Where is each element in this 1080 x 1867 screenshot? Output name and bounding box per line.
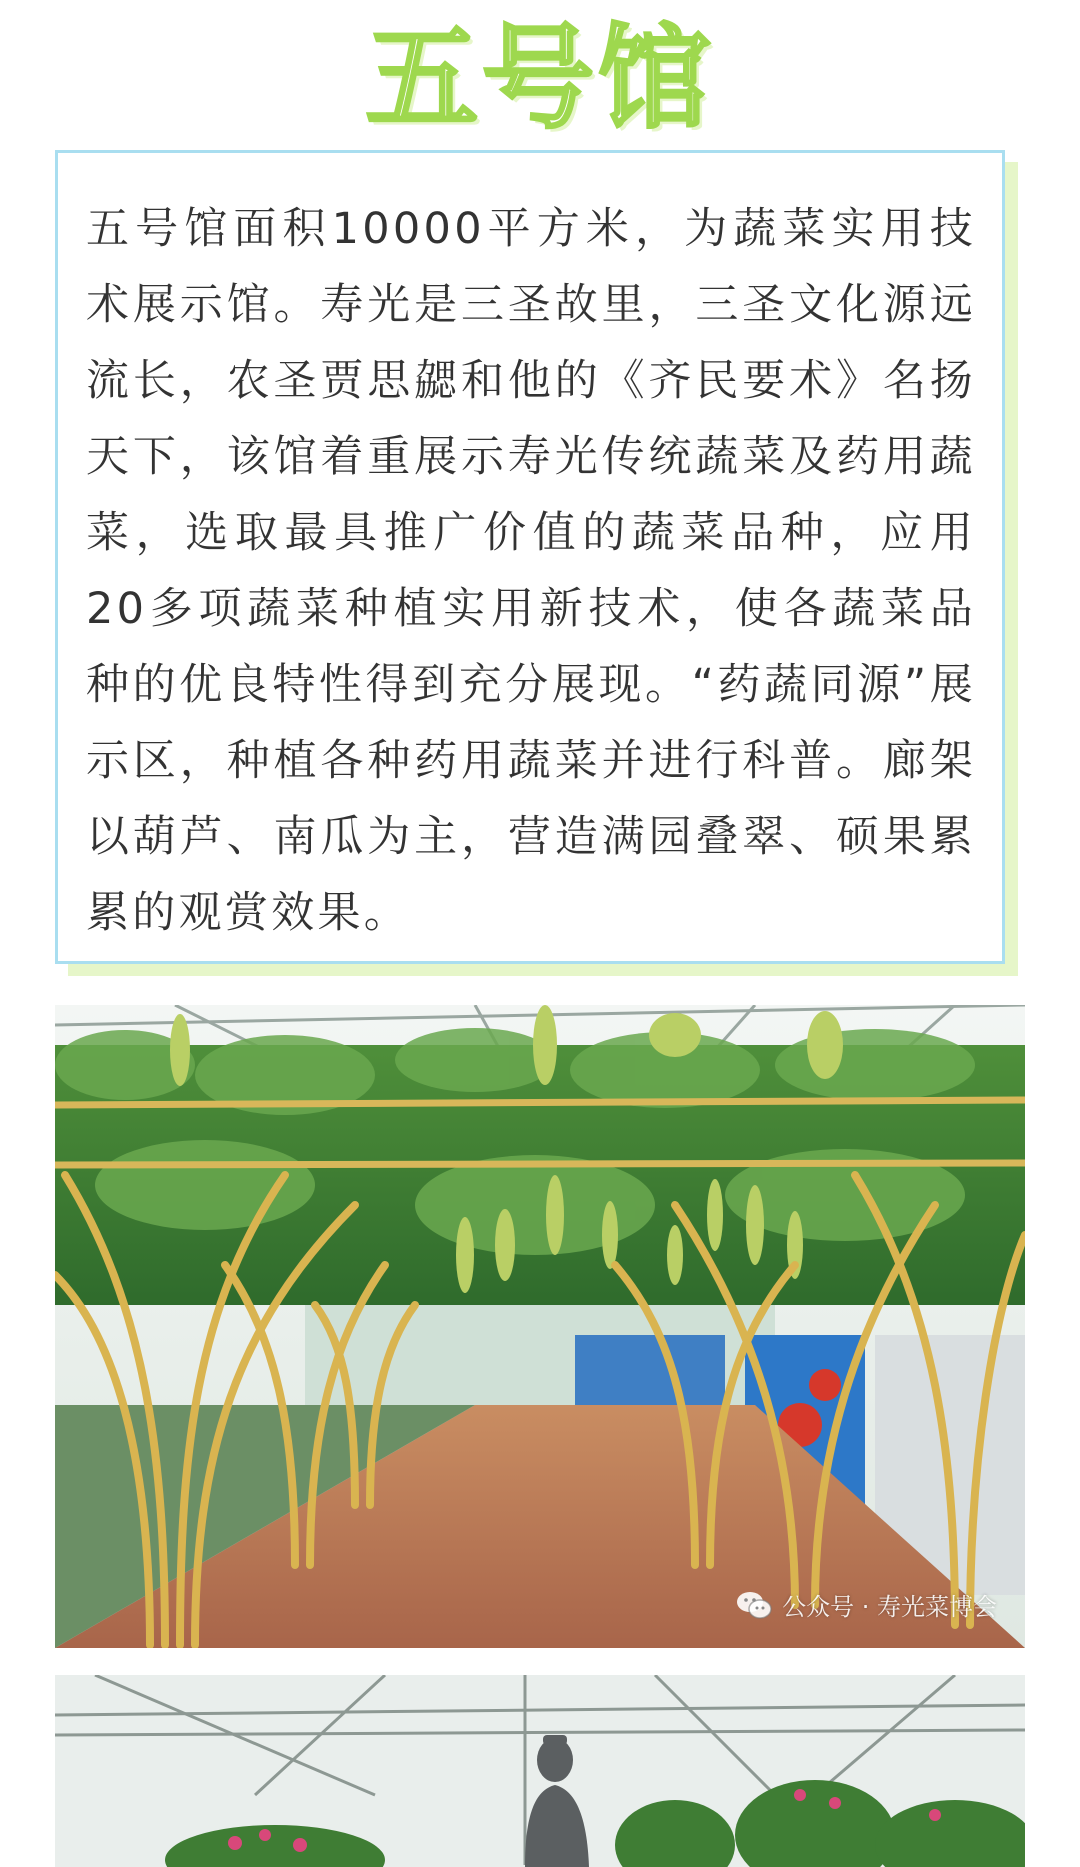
trellis-photo[interactable] <box>55 1005 1025 1648</box>
intro-text: 五号馆面积10000平方米，为蔬菜实用技术展示馆。寿光是三圣故里，三圣文化源远流长，农圣贾思勰和他的《齐民要术》名扬天下，该馆着重展示寿光传统蔬菜及药用蔬菜，选取最具推广价值的蔬菜品种，应用20多项蔬菜种植实用新技术，使各蔬菜品种的优良特性得到充分展现。“药蔬同源”展示区，种植各种药用蔬菜并进行科普。廊架以葫芦、南瓜为主，营造满园叠翠、硕果累累的观赏效果。 <box>86 204 976 938</box>
watermark-text: 公众号 · 寿光菜博会 <box>782 1593 997 1621</box>
statue-photo[interactable] <box>55 1675 1025 1867</box>
watermark <box>736 1587 997 1622</box>
page-title: 五号馆 <box>366 14 714 144</box>
intro-card <box>55 150 1005 964</box>
wechat-icon <box>736 1590 772 1620</box>
